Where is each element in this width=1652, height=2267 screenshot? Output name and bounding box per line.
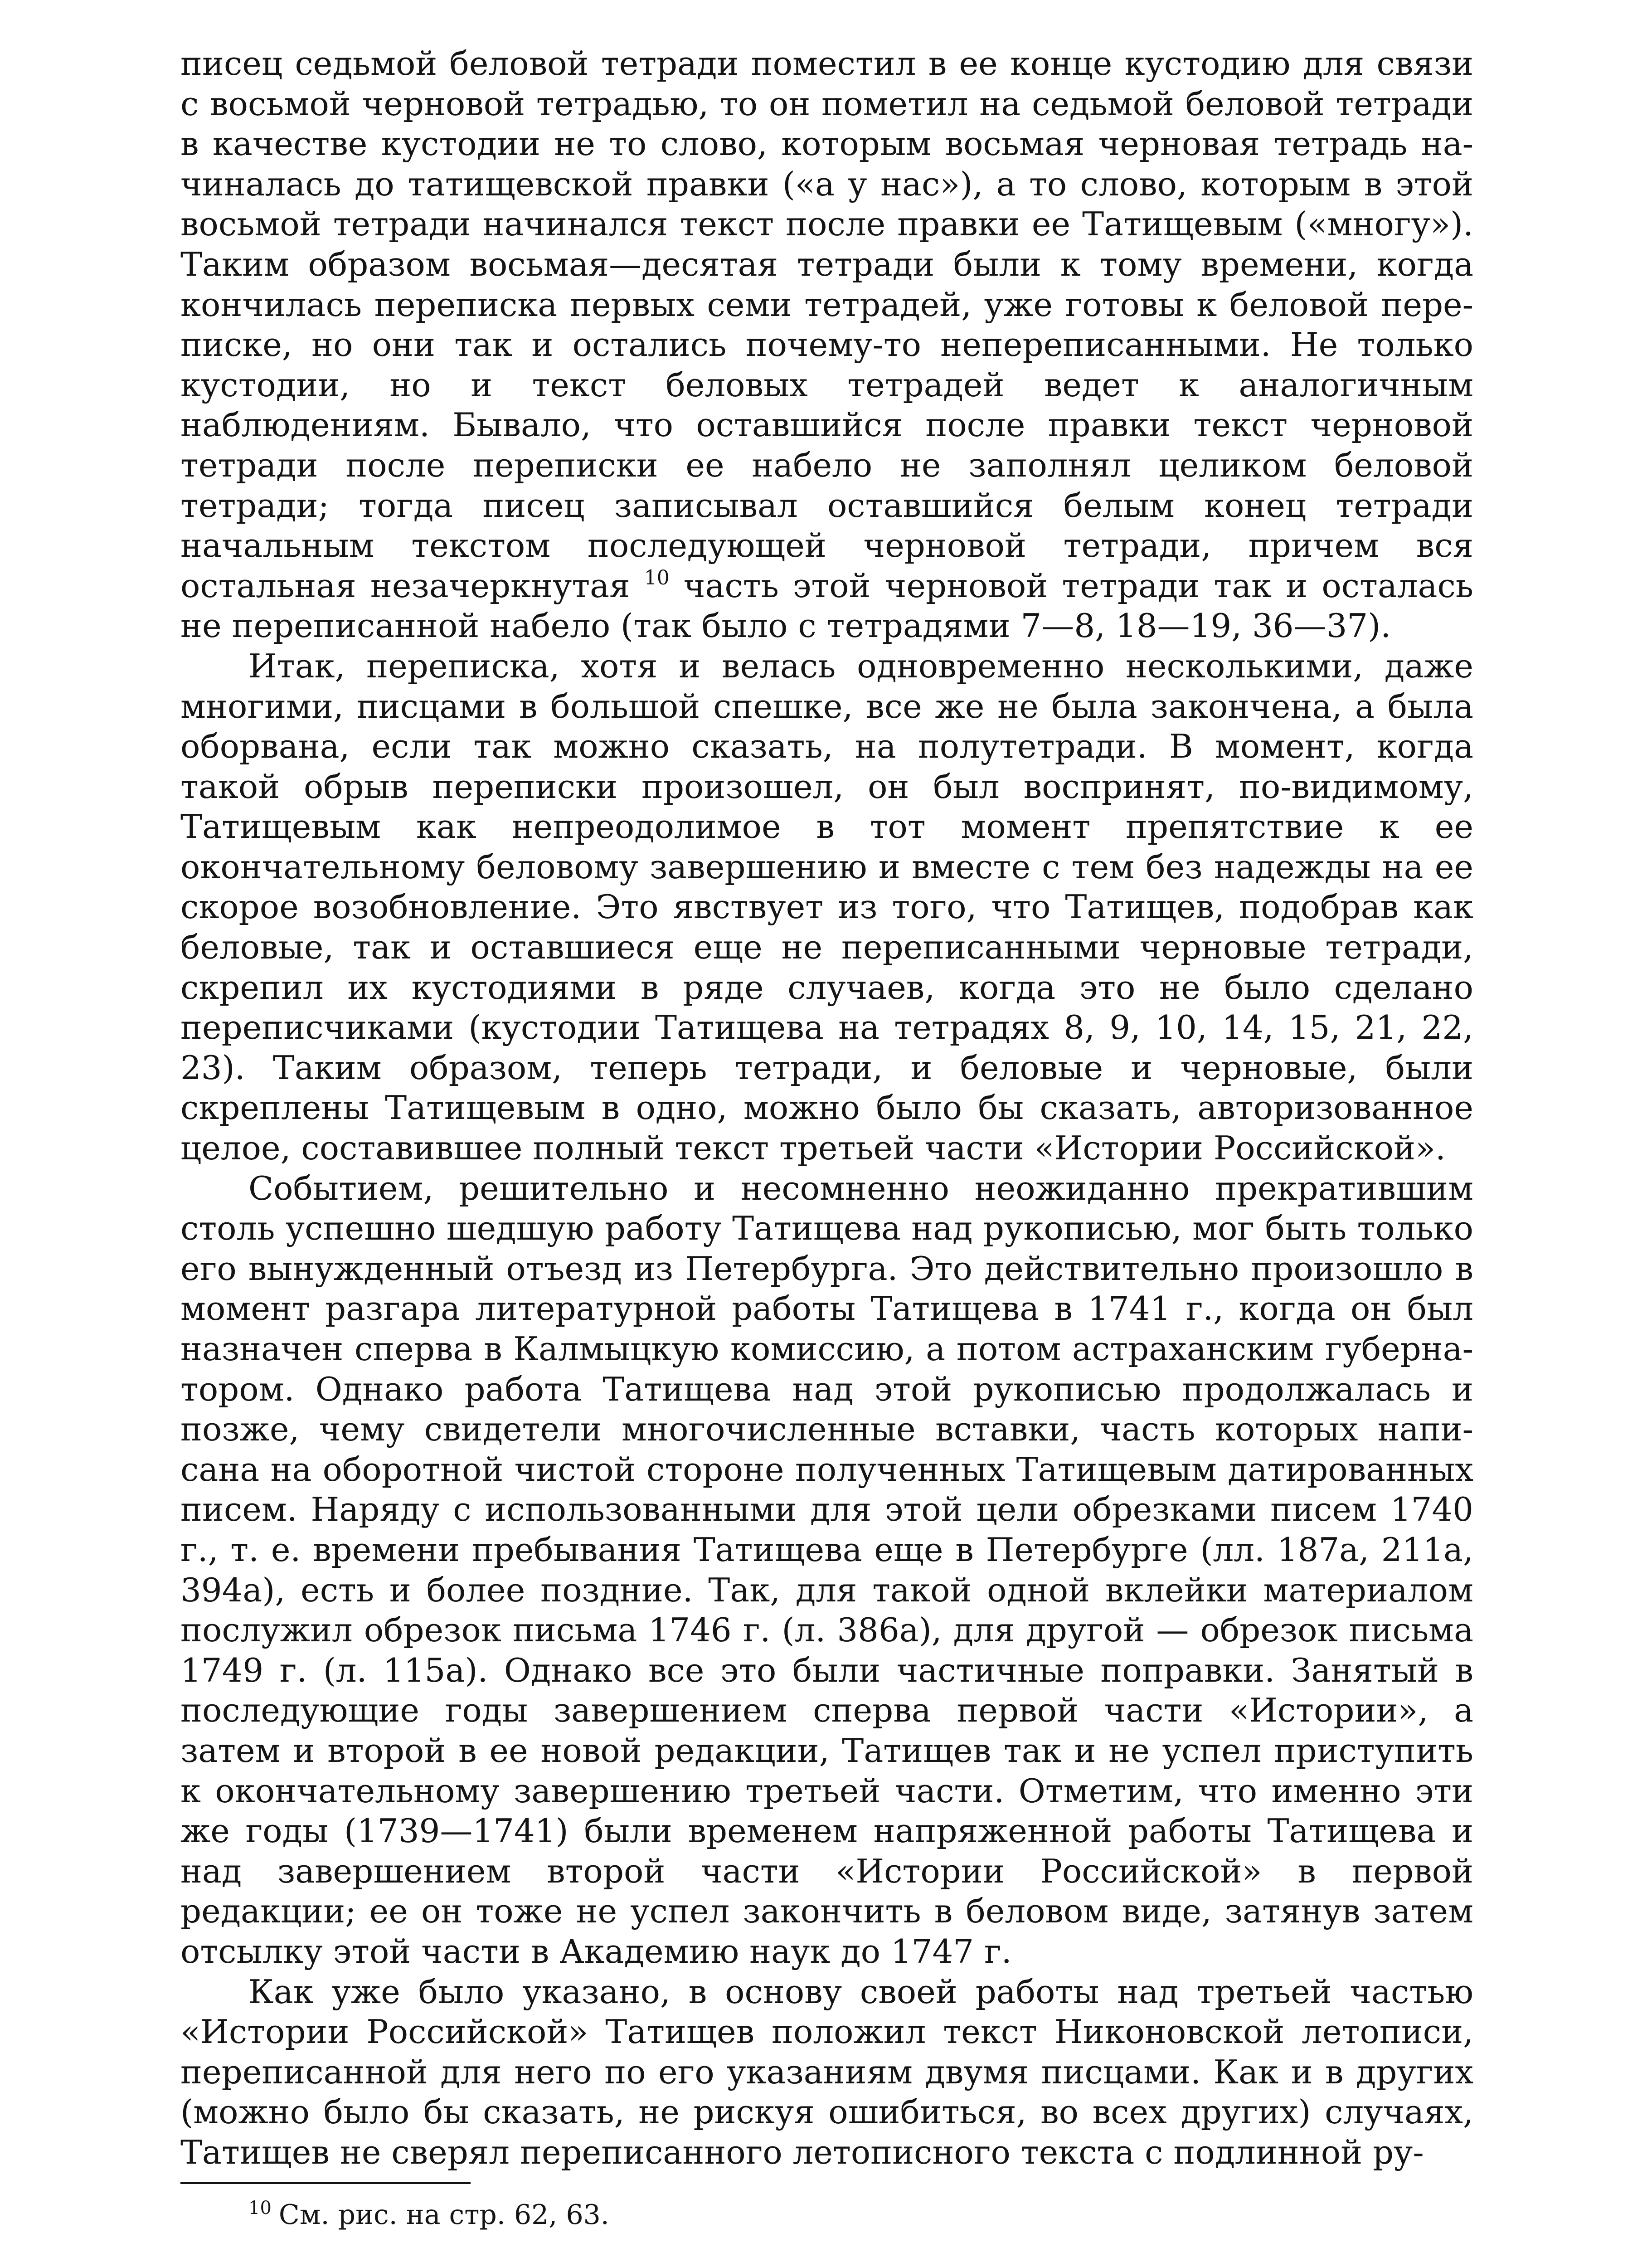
paragraph-text: Событием, решительно и несомненно неожиданно прекратившим столь успешно шедшую работу Татищева над рукописью, мог быть только его вынужденный отъезд из Петербурга. Это действительно произошло в момент разгара литературной работы Татищева в 1741 г., когда он был назначен сперва в Калмыцкую комиссию, а потом астраханским губернатором. Однако работа Татищева над этой рукописью продолжалась и позже, чему свидетели многочисленные вставки, часть которых написана на оборотной чистой стороне полученных Татищевым датированных писем. Наряду с использованными для этой цели обрезками писем 1740 г., т. е. времени пребывания Татищева еще в Петербурге (лл. 187а, 211а, 394а), есть и более поздние. Так, для такой одной вклейки материалом послужил обрезок письма 1746 г. (л. 386а), для другой — обрезок письма 1749 г. (л. 115а). Однако все это были частичные поправки. Занятый в последующие годы завершением сперва первой части «Истории», а затем и второй в ее новой редакции, Татищев так и не успел приступить к окончательному завершению третьей части. Отметим, что именно эти же годы (1739—1741) были временем напряженной работы Татищева и над завершением второй части «Истории Российской» в первой редакции; ее он тоже не успел закончить в беловом виде, затянув затем отсылку этой части в Академию наук до 1747 г. [180, 1169, 1473, 1970]
footnote [248, 2194, 1427, 2235]
paragraph-text: Как уже было указано, в основу своей работы над третьей частью «Истории Российской» Татищев положил текст Никоновской летописи, переписанной для него по его указаниям двумя писцами. Как и в других (можно было бы сказать, не рискуя ошибиться, во всех других) случаях, Татищев не сверял переписанного летописного текста с подлинной ру- [180, 1972, 1473, 2171]
footnote-divider [180, 2182, 471, 2184]
footnote-number: 10 [248, 2198, 272, 2218]
paragraph-text: писец седьмой беловой тетради поместил в ее конце кустодию для связи с восьмой черновой тетрадью, то он пометил на седьмой беловой тетради в качестве кустодии не то слово, которым восьмая черновая тетрадь начиналась до татищевской правки («а у нас»), а то слово, которым в этой восьмой тетради начинался текст после правки ее Татищевым («многу»). Таким образом восьмая—десятая тетради были к тому времени, когда кончилась переписка первых семи тетрадей, уже готовы к беловой переписке, но они так и остались почему-то непереписанными. Не только кустодии, но и текст беловых тетрадей ведет к аналогичным наблюдениям. Бывало, что оставшийся после правки текст черновой тетради после переписки ее набело не заполнял целиком беловой тетради; тогда писец записывал оставшийся белым конец тетради начальным текстом последующей черновой тетради, причем вся остальная незачеркнутая [180, 44, 1473, 605]
paragraph-continued [180, 44, 1473, 646]
body-text [180, 44, 1473, 2172]
paragraph [180, 1972, 1473, 2173]
paragraph [180, 646, 1473, 1168]
paragraph-text: Итак, переписка, хотя и велась одновременно несколькими, даже многими, писцами в большой спешке, все же не была закончена, а была оборвана, если так можно сказать, на полутетради. В момент, когда такой обрыв переписки произошел, он был воспринят, по-видимому, Татищевым как непреодолимое в тот момент препятствие к ее окончательному беловому завершению и вместе с тем без надежды на ее скорое возобновление. Это явствует из того, что Татищев, подобрав как беловые, так и оставшиеся еще не переписанными черновые тетради, скрепил их кустодиями в ряде случаев, когда это не было сделано переписчиками (кустодии Татищева на тетрадях 8, 9, 10, 14, 15, 21, 22, 23). Таким образом, теперь тетради, и беловые и черновые, были скреплены Татищевым в одно, можно было бы сказать, авторизованное целое, составившее полный текст третьей части «Истории Российской». [180, 647, 1473, 1168]
paragraph-text: часть этой черновой тетради так и осталась не переписанной набело (так было с тетрадями 7—8, 18—19, 36—37). [180, 566, 1473, 645]
footnote-reference[interactable]: 10 [644, 566, 670, 589]
paragraph [180, 1168, 1473, 1972]
footnote-text: См. рис. на стр. 62, 63. [278, 2199, 609, 2231]
